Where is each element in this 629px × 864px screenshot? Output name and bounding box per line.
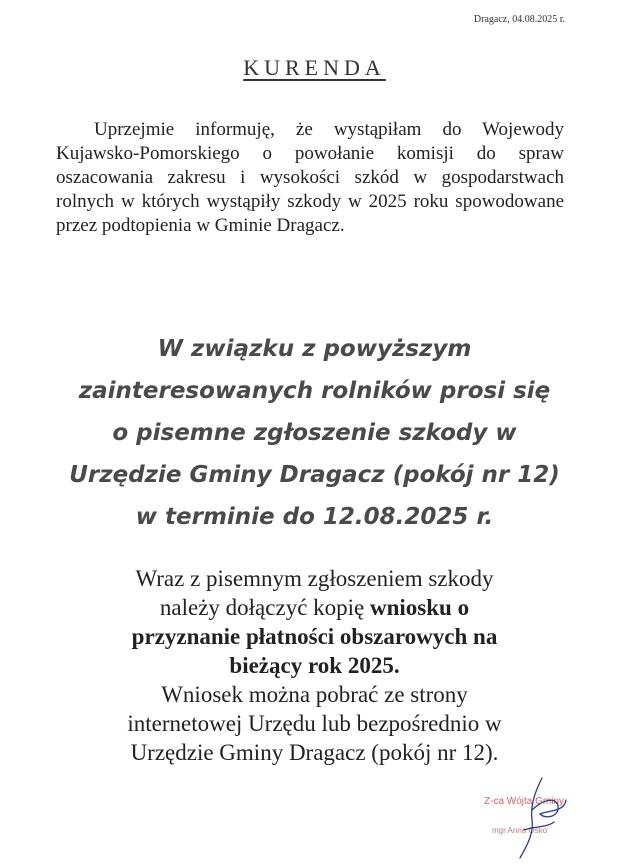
official-stamp xyxy=(480,770,620,864)
highlight-line: W związku z powyższym xyxy=(157,336,472,362)
closing-line xyxy=(44,651,585,680)
closing-bold-text: wniosku o xyxy=(370,595,470,620)
closing-text: należy dołączyć kopię xyxy=(159,595,370,620)
highlight-line: w terminie do 12.08.2025 r. xyxy=(135,504,494,530)
highlight-line: o pisemne zgłoszenie szkody w xyxy=(112,420,517,446)
highlight-line: zainteresowanych rolników prosi się xyxy=(78,378,551,404)
closing-paragraph xyxy=(44,564,585,767)
closing-line xyxy=(44,593,585,622)
document-title: KURENDA xyxy=(243,55,386,80)
closing-line: Wniosek można pobrać ze strony xyxy=(161,682,468,707)
highlight-notice xyxy=(40,328,589,538)
signature-icon xyxy=(480,770,620,864)
closing-line xyxy=(44,622,585,651)
stamp-name: mgr Anna Ośko xyxy=(492,826,548,835)
closing-line: internetowej Urzędu lub bezpośrednio w xyxy=(127,711,502,736)
intro-paragraph: Uprzejmie informuję, że wystąpiłam do Wojewody Kujawsko-Pomorskiego o powołanie komisji do spraw oszacowania zakresu i wysokości szkód w gospodarstwach rolnych w których wystąpiły szkody w 2025 roku spowodowane przez podtopienia w Gminie Dragacz. xyxy=(56,119,564,236)
closing-bold-text: przyznanie płatności obszarowych na xyxy=(131,624,498,649)
stamp-title: Z-ca Wójta Gminy xyxy=(484,796,565,807)
document-date: Dragacz, 04.08.2025 r. xyxy=(473,14,565,25)
closing-line: Urzędzie Gminy Dragacz (pokój nr 12). xyxy=(130,740,499,765)
highlight-line: Urzędzie Gminy Dragacz (pokój nr 12) xyxy=(69,462,560,488)
closing-bold-text: bieżący rok 2025. xyxy=(229,653,400,678)
document-title-container xyxy=(0,55,629,81)
closing-line: Wraz z pisemnym zgłoszeniem szkody xyxy=(135,566,494,591)
